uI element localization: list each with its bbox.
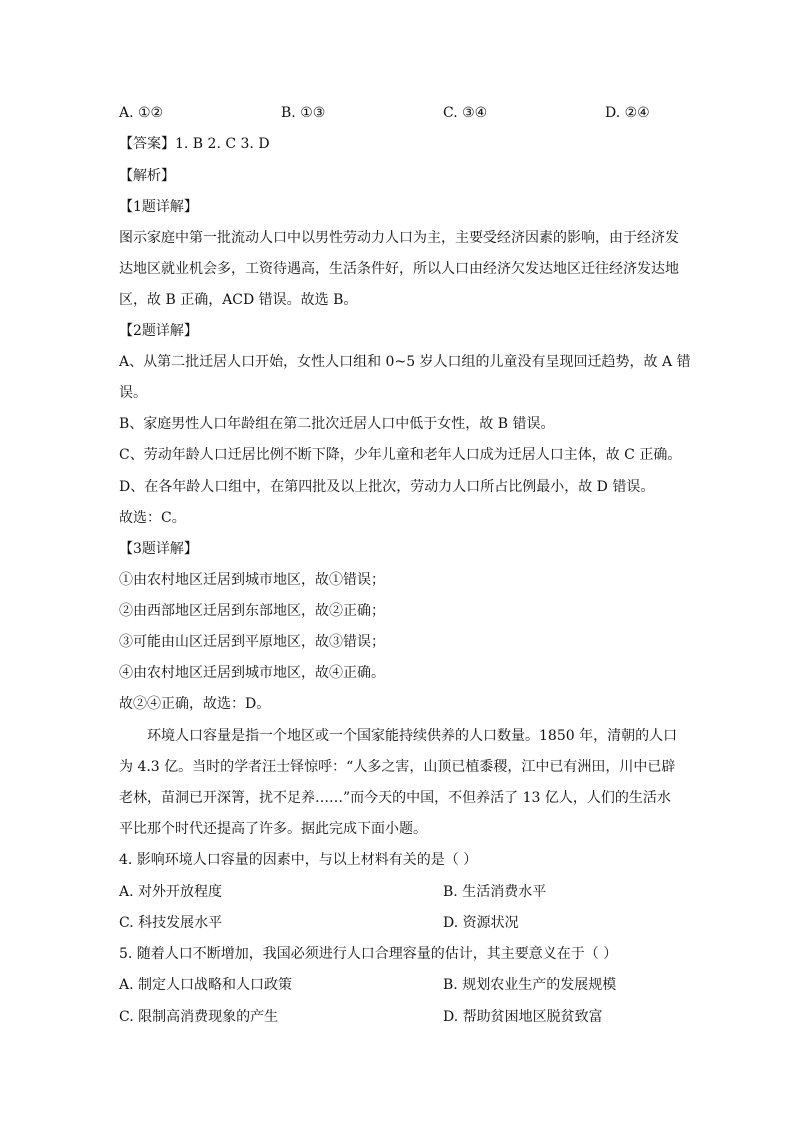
q4-stem: 4. 影响环境人口容量的因素中，与以上材料有关的是（ ） xyxy=(119,852,478,868)
q2-heading: 【2题详解】 xyxy=(119,323,198,339)
q1-heading: 【1题详解】 xyxy=(119,199,198,215)
q3-line: ④由农村地区迁居到城市地区，故④正确。 xyxy=(119,665,385,681)
q4-option-c: C. 科技发展水平 xyxy=(119,915,223,931)
passage-line: 环境人口容量是指一个地区或一个国家能持续供养的人口数量。1850 年，清朝的人口 xyxy=(147,728,678,744)
q1-line: 图示家庭中第一批流动人口中以男性劳动力人口为主，主要受经济因素的影响，由于经济发 xyxy=(119,230,679,246)
q1-line: 达地区就业机会多，工资待遇高，生活条件好，所以人口由经济欠发达地区迁往经济发达地 xyxy=(119,261,679,277)
q5-option-a: A. 制定人口战略和人口政策 xyxy=(119,977,293,993)
q1-line: 区，故 B 正确，ACD 错误。故选 B。 xyxy=(119,292,358,308)
q4-option-b: B. 生活消费水平 xyxy=(443,884,547,900)
q5-option-d: D. 帮助贫困地区脱贫致富 xyxy=(443,1009,603,1025)
q3-line: ②由西部地区迁居到东部地区，故②正确； xyxy=(119,603,385,619)
q2-line: 故选：C。 xyxy=(119,510,186,526)
q3-line: ③可能由山区迁居到平原地区，故③错误； xyxy=(119,634,385,650)
q2-line: 误。 xyxy=(119,385,147,401)
q5-option-b: B. 规划农业生产的发展规模 xyxy=(443,977,617,993)
passage-line: 为 4.3 亿。当时的学者汪士铎惊呼：“人多之害，山顶已植黍稷，江中已有洲田，川中已辟 xyxy=(119,759,676,775)
q3-line: ①由农村地区迁居到城市地区，故①错误； xyxy=(119,572,385,588)
passage-line: 老林，苗洞已开深箐，扰不足养……”而今天的中国，不但养活了 13 亿人，人们的生活水 xyxy=(119,790,671,806)
analysis-heading: 【解析】 xyxy=(119,168,175,184)
q5-stem: 5. 随着人口不断增加，我国必须进行人口合理容量的估计，其主要意义在于（ ） xyxy=(119,946,618,962)
passage-line: 平比那个时代还提高了许多。据此完成下面小题。 xyxy=(119,821,427,837)
q3-option-c: C. ③④ xyxy=(443,105,488,121)
q4-option-a: A. 对外开放程度 xyxy=(119,884,223,900)
q2-line: C、劳动年龄人口迁居比例不断下降，少年儿童和老年人口成为迁居人口主体，故 C 正确。 xyxy=(119,447,682,463)
q5-option-c: C. 限制高消费现象的产生 xyxy=(119,1009,279,1025)
q3-option-b: B. ①③ xyxy=(281,105,326,121)
q3-line: 故②④正确，故选：D。 xyxy=(119,696,271,712)
q4-option-d: D. 资源状况 xyxy=(443,915,519,931)
q3-heading: 【3题详解】 xyxy=(119,541,198,557)
q2-line: A、从第二批迁居人口开始，女性人口组和 0~5 岁人口组的儿童没有呈现回迁趋势，故 A 错 xyxy=(119,354,691,370)
q2-line: D、在各年龄人口组中，在第四批及以上批次，劳动力人口所占比例最小，故 D 错误。 xyxy=(119,479,655,495)
q3-option-d: D. ②④ xyxy=(605,105,650,121)
answer-line: 【答案】1. B 2. C 3. D xyxy=(119,136,270,152)
q3-option-a: A. ①② xyxy=(119,105,164,121)
q2-line: B、家庭男性人口年龄组在第二批次迁居人口中低于女性，故 B 错误。 xyxy=(119,416,555,432)
